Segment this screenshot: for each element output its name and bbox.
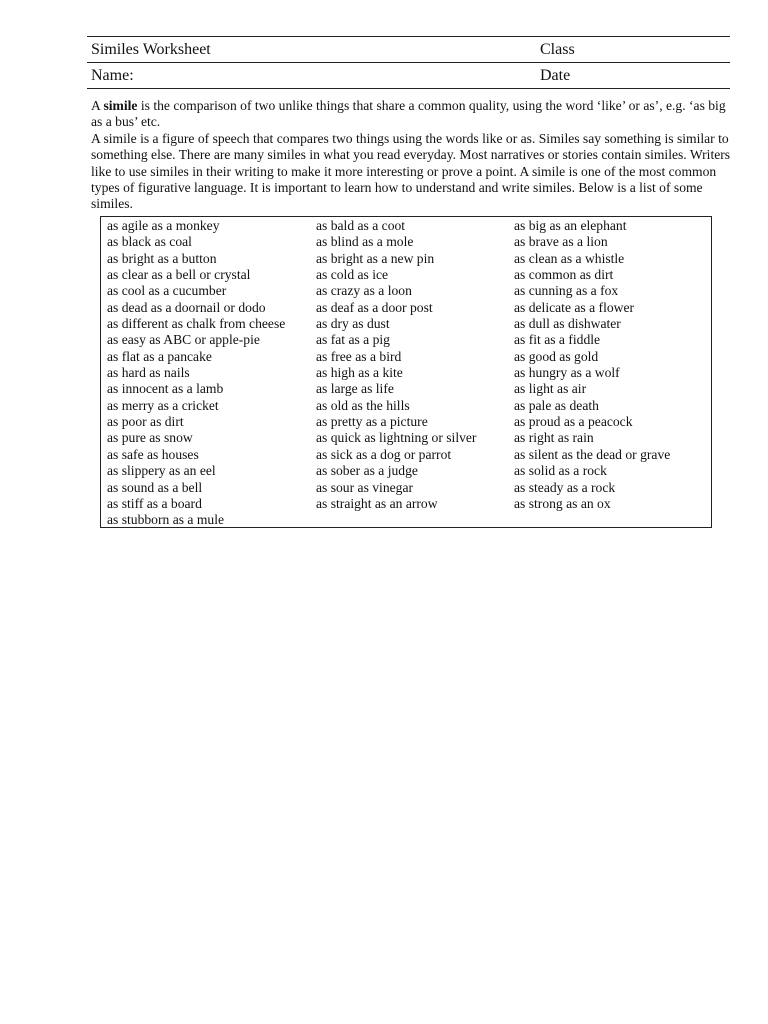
simile-item: as safe as houses	[107, 446, 199, 462]
header-row-name	[87, 63, 730, 89]
simile-item: as poor as dirt	[107, 414, 184, 430]
worksheet-header	[87, 36, 730, 89]
simile-item: as right as rain	[514, 430, 594, 446]
simile-item: as sound as a bell	[107, 479, 203, 495]
simile-item: as silent as the dead or grave	[514, 446, 671, 462]
simile-item: as proud as a peacock	[514, 414, 633, 430]
simile-item: as easy as ABC or apple-pie	[107, 332, 260, 348]
simile-item: as old as the hills	[316, 397, 410, 413]
simile-item: as flat as a pancake	[107, 348, 212, 364]
simile-item: as stiff as a board	[107, 495, 202, 511]
simile-item: as black as coal	[107, 234, 192, 250]
simile-item: as large as life	[316, 381, 394, 397]
intro-definition: is the comparison of two unlike things that share a common quality, using the word ‘like’ or as’, e.g. ‘as big as a bus’ etc.	[91, 98, 726, 130]
date-label: Date	[540, 63, 730, 89]
simile-item: as pale as death	[514, 397, 599, 413]
simile-item: as delicate as a flower	[514, 299, 635, 315]
worksheet-title: Similes Worksheet	[87, 37, 540, 63]
simile-item: as common as dirt	[514, 267, 614, 283]
simile-item: as blind as a mole	[316, 234, 414, 250]
simile-item: as dry as dust	[316, 316, 390, 332]
simile-item: as pure as snow	[107, 430, 193, 446]
simile-item: as good as gold	[514, 348, 599, 364]
simile-item: as brave as a lion	[514, 234, 608, 250]
simile-item: as fit as a fiddle	[514, 332, 601, 348]
simile-item: as free as a bird	[316, 348, 402, 364]
simile-item: as hungry as a wolf	[514, 365, 620, 381]
simile-item: as quick as lightning or silver	[316, 430, 477, 446]
simile-item: as different as chalk from cheese	[107, 316, 286, 332]
simile-item: as merry as a cricket	[107, 397, 219, 413]
simile-item: as clear as a bell or crystal	[107, 267, 251, 283]
similes-list-box	[100, 216, 712, 528]
simile-item: as bright as a new pin	[316, 250, 435, 266]
intro-text	[91, 98, 731, 213]
simile-item: as agile as a monkey	[107, 218, 220, 233]
simile-item: as pretty as a picture	[316, 414, 428, 430]
simile-item: as sick as a dog or parrot	[316, 446, 452, 462]
simile-item: as cunning as a fox	[514, 283, 619, 299]
simile-item: as clean as a whistle	[514, 250, 625, 266]
simile-term: simile	[103, 98, 138, 113]
simile-item: as straight as an arrow	[316, 495, 438, 511]
simile-item: as bald as a coot	[316, 218, 406, 233]
name-label: Name:	[87, 63, 540, 89]
simile-item: as steady as a rock	[514, 479, 616, 495]
similes-column-1	[107, 218, 285, 529]
simile-item: as big as an elephant	[514, 218, 627, 233]
simile-item: as crazy as a loon	[316, 283, 412, 299]
simile-item: as innocent as a lamb	[107, 381, 224, 397]
simile-item: as deaf as a door post	[316, 299, 433, 315]
intro-paragraph-explanation: A simile is a figure of speech that compares two things using the words like or as. Similes say something is similar to something else. There are many similes in what you read everyday. Most narratives or stories contain similes. Writers like to use similes in their writing to make it more interesting or prove a point. A simile is one of the most common types of figurative language. It is important to learn how to understand and write similes. Below is a list of some similes.	[91, 130, 731, 212]
simile-item: as stubborn as a mule	[107, 512, 225, 528]
simile-item: as cool as a cucumber	[107, 283, 227, 299]
simile-item: as dead as a doornail or dodo	[107, 299, 266, 315]
simile-item: as slippery as an eel	[107, 463, 216, 479]
header-row-title	[87, 37, 730, 63]
class-label: Class	[540, 37, 730, 63]
simile-item: as hard as nails	[107, 365, 190, 381]
simile-item: as bright as a button	[107, 250, 217, 266]
intro-prefix: A	[91, 98, 104, 113]
simile-item: as high as a kite	[316, 365, 403, 381]
simile-item: as solid as a rock	[514, 463, 607, 479]
simile-item: as sour as vinegar	[316, 479, 414, 495]
simile-item: as cold as ice	[316, 267, 389, 283]
simile-item: as strong as an ox	[514, 495, 611, 511]
similes-column-2	[316, 218, 476, 512]
intro-paragraph-definition	[91, 98, 731, 131]
similes-column-3	[514, 218, 670, 512]
simile-item: as dull as dishwater	[514, 316, 621, 332]
simile-item: as sober as a judge	[316, 463, 418, 479]
simile-item: as light as air	[514, 381, 587, 397]
simile-item: as fat as a pig	[316, 332, 390, 348]
